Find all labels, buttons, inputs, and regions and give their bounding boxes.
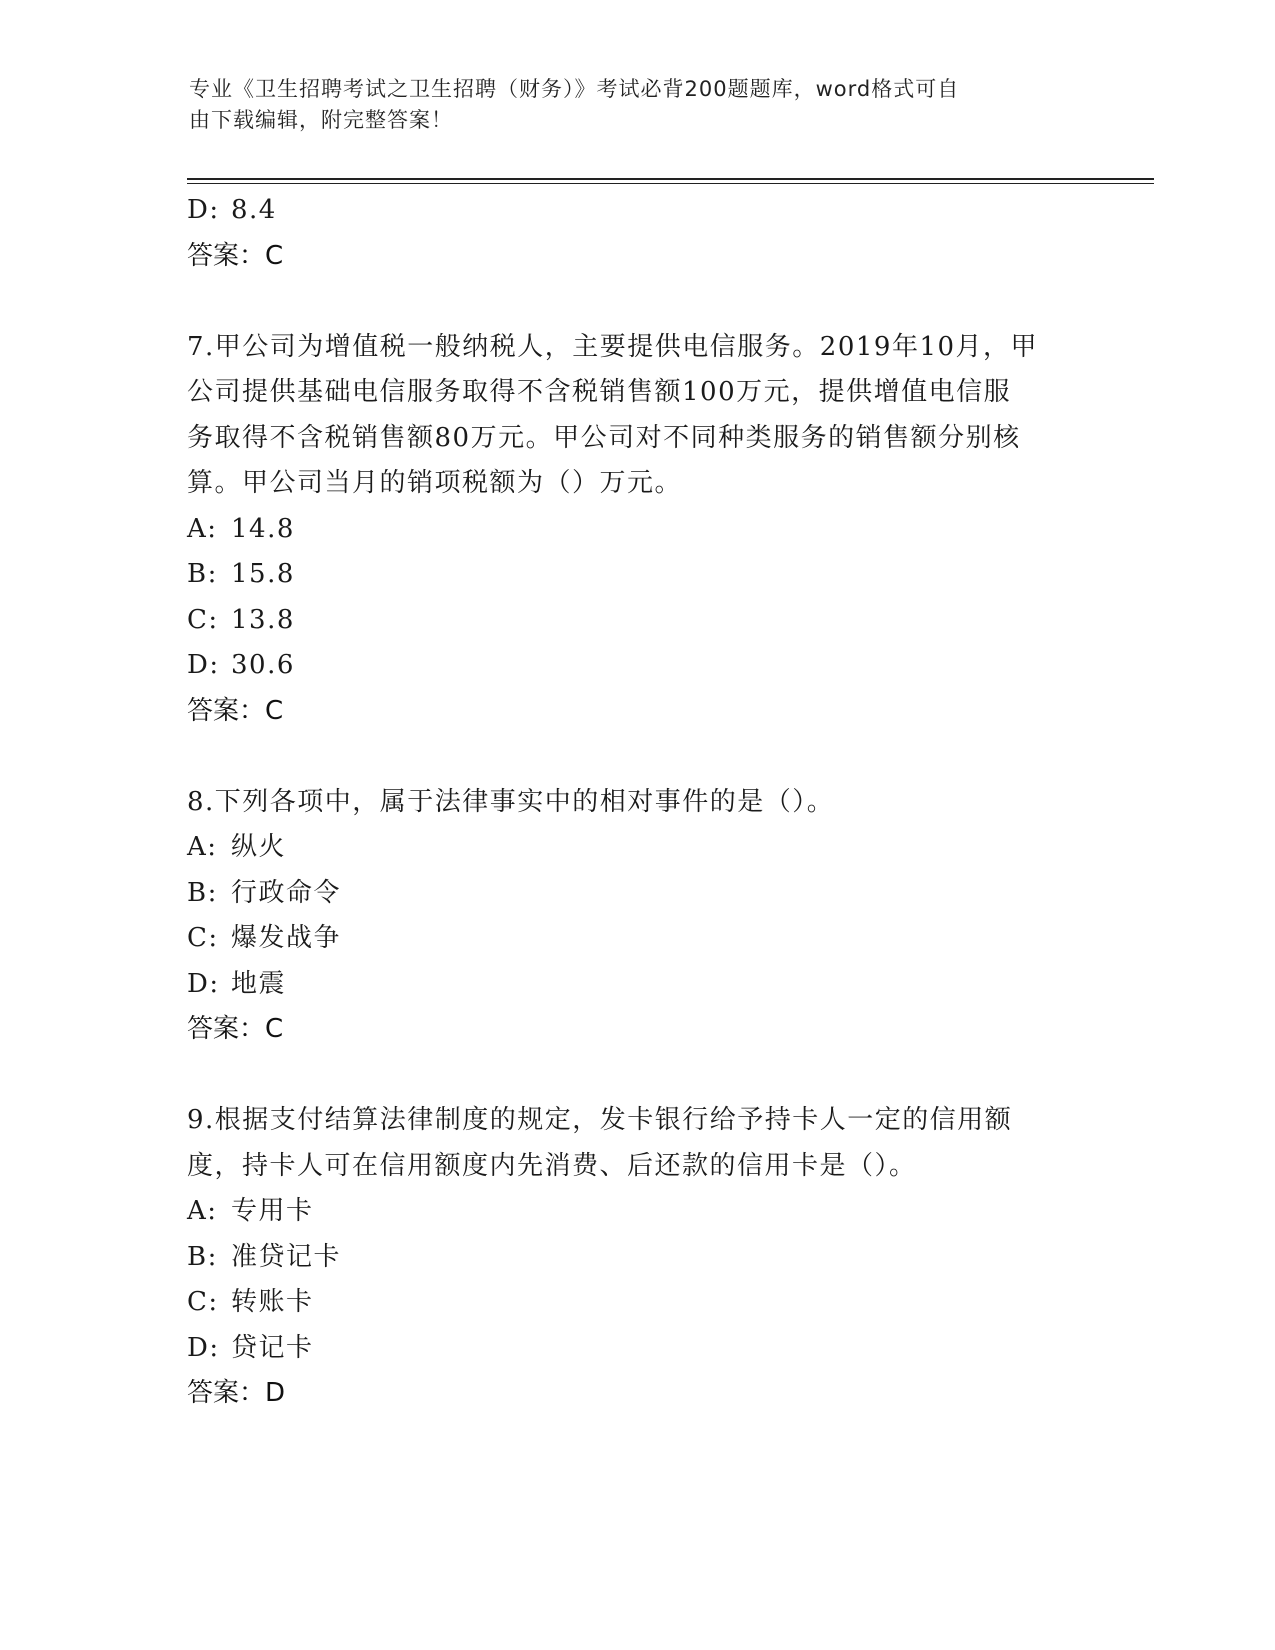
- page-header: [189, 74, 1069, 136]
- header-line-1: 专业《卫生招聘考试之卫生招聘（财务）》考试必背200题题库，word格式可自: [189, 77, 960, 101]
- question-stem-line: 务取得不含税销售额80万元。甲公司对不同种类服务的销售额分别核: [187, 422, 1021, 453]
- option-label: A:: [187, 1196, 218, 1226]
- header-line-2: 由下载编辑，附完整答案！: [189, 108, 453, 132]
- option-text: 贷记卡: [231, 1332, 314, 1363]
- question-stem-line: 算。甲公司当月的销项税额为（）万元。: [187, 468, 683, 498]
- option-a: [187, 825, 1087, 871]
- question-stem-line: 度，持卡人可在信用额度内先消费、后还款的信用卡是（）。: [187, 1150, 917, 1181]
- option-text: 转账卡: [231, 1287, 314, 1317]
- spacer: [187, 734, 1087, 780]
- option-label: B:: [187, 877, 218, 908]
- question-stem-line: 8.下列各项中，属于法律事实中的相对事件的是（）。: [187, 786, 835, 817]
- question-stem-line: 7.甲公司为增值税一般纳税人，主要提供电信服务。2019年10月，甲: [187, 331, 1039, 362]
- option-text: 专用卡: [231, 1196, 314, 1226]
- question-8: [187, 780, 1087, 1053]
- option-label: D:: [187, 1332, 220, 1363]
- spacer: [187, 279, 1087, 325]
- option-b: [187, 871, 1087, 917]
- option-text: 8.4: [231, 195, 277, 225]
- answer: 答案：C: [187, 1014, 284, 1044]
- answer: 答案：C: [187, 695, 284, 726]
- answer: 答案：D: [187, 1378, 286, 1408]
- spacer: [187, 1053, 1087, 1099]
- header-rule-thin: [187, 183, 1154, 184]
- option-b: [187, 552, 1087, 598]
- option-label: C:: [187, 604, 219, 635]
- header-rule-thick: [187, 178, 1154, 180]
- option-label: B:: [187, 559, 218, 589]
- prev-option-d: [187, 188, 1087, 234]
- option-c: [187, 1280, 1087, 1326]
- option-d: [187, 962, 1087, 1008]
- option-a: [187, 1189, 1087, 1235]
- option-text: 13.8: [231, 604, 295, 635]
- option-label: B:: [187, 1241, 218, 1272]
- option-d: [187, 643, 1087, 689]
- option-label: D:: [187, 195, 220, 225]
- option-text: 15.8: [231, 559, 295, 589]
- option-label: A:: [187, 513, 218, 544]
- option-d: [187, 1326, 1087, 1372]
- option-b: [187, 1235, 1087, 1281]
- option-label: C:: [187, 923, 219, 953]
- option-label: D:: [187, 968, 220, 999]
- question-content: [187, 188, 1087, 1417]
- question-stem-line: 公司提供基础电信服务取得不含税销售额100万元，提供增值电信服: [187, 377, 1012, 407]
- option-text: 纵火: [231, 832, 287, 862]
- option-c: [187, 598, 1087, 644]
- option-text: 地震: [231, 968, 287, 999]
- question-7: [187, 325, 1087, 735]
- option-a: [187, 507, 1087, 553]
- option-text: 14.8: [231, 513, 295, 544]
- option-text: 行政命令: [231, 877, 342, 908]
- option-text: 30.6: [231, 650, 295, 680]
- option-text: 准贷记卡: [231, 1241, 342, 1272]
- question-stem-line: 9.根据支付结算法律制度的规定，发卡银行给予持卡人一定的信用额: [187, 1105, 1013, 1135]
- option-label: A:: [187, 832, 218, 862]
- option-c: [187, 916, 1087, 962]
- option-text: 爆发战争: [231, 923, 342, 953]
- option-label: D:: [187, 650, 220, 680]
- question-9: [187, 1098, 1087, 1417]
- prev-answer: 答案：C: [187, 240, 284, 271]
- option-label: C:: [187, 1287, 219, 1317]
